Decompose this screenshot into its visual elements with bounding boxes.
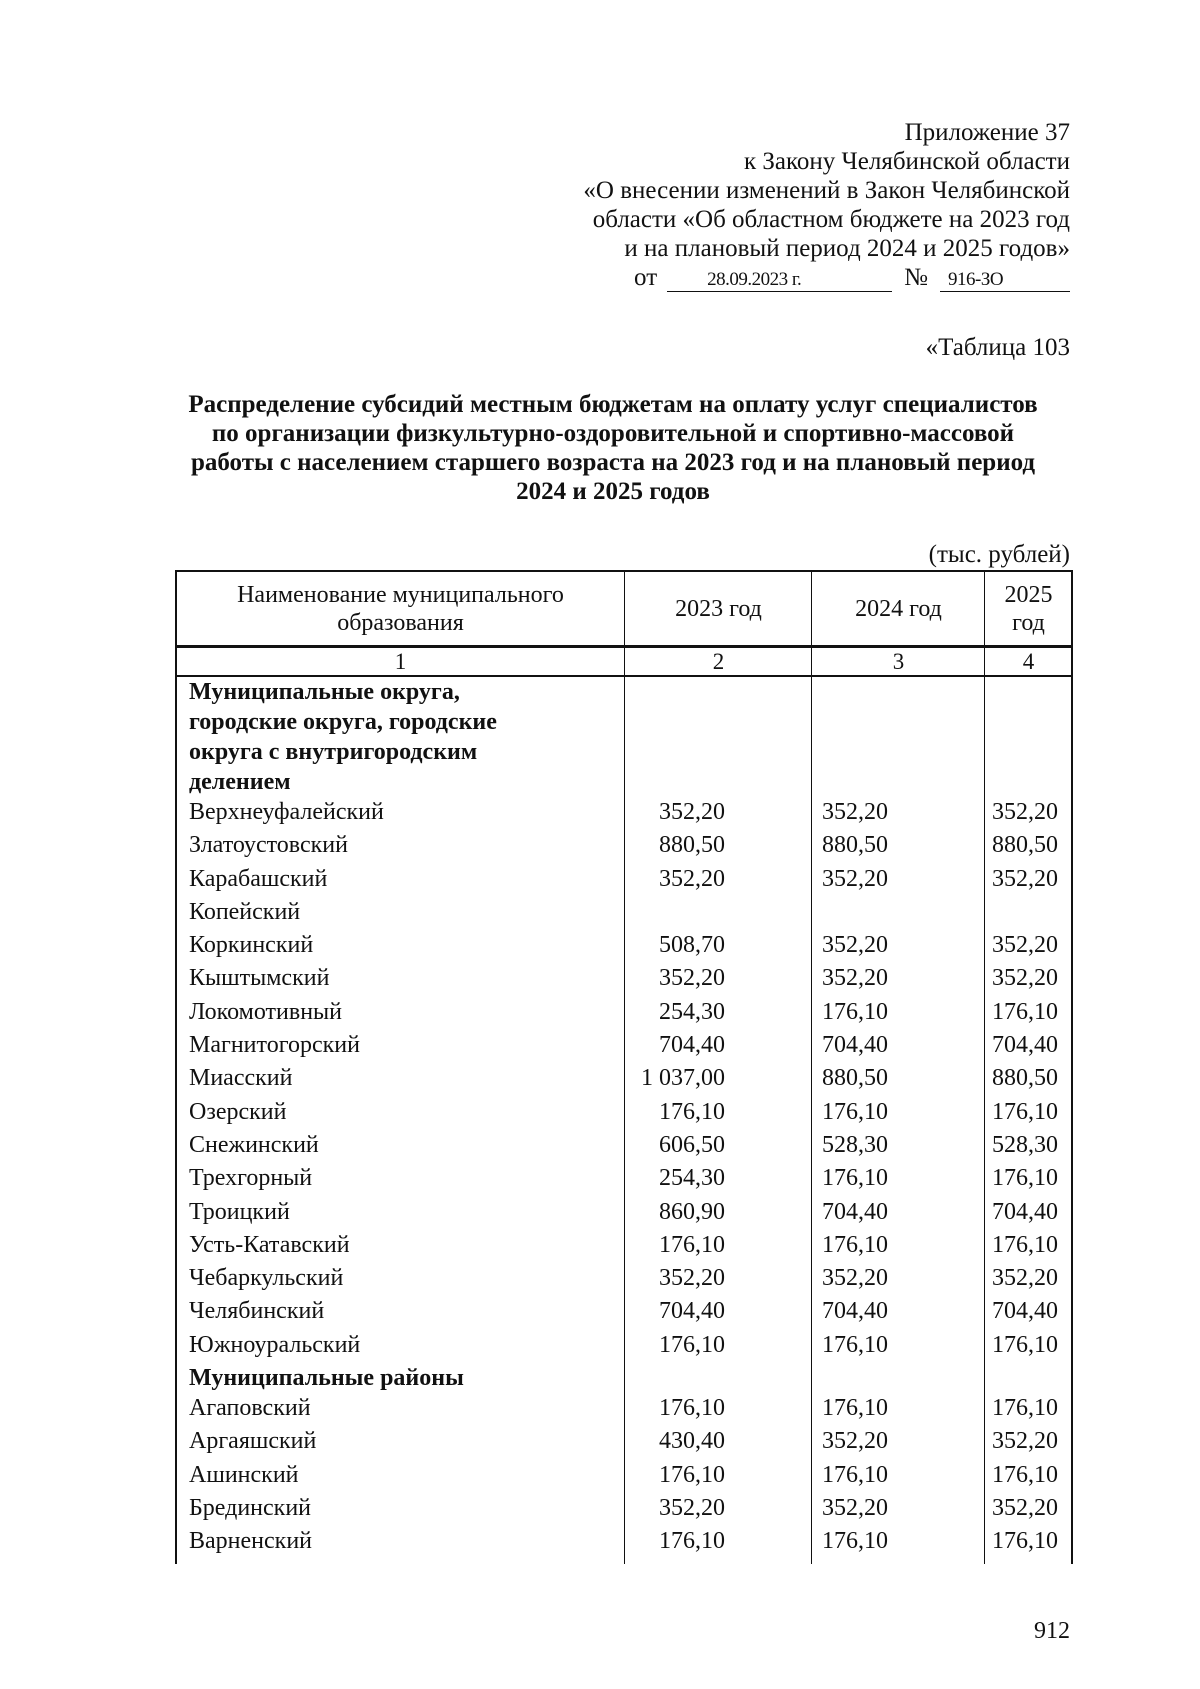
row-name: Ашинский — [189, 1461, 299, 1488]
value-2024: 352,20 — [822, 1265, 888, 1292]
law-number: 916-ЗО — [940, 269, 1070, 292]
value-2024: 352,20 — [822, 965, 888, 992]
table-row — [177, 830, 1071, 863]
value-2024: 352,20 — [822, 932, 888, 959]
header-name: Наименование муниципального образования — [237, 581, 564, 636]
value-2024: 176,10 — [822, 1231, 888, 1258]
row-name: Южноуральский — [189, 1331, 361, 1358]
units-label: (тыс. рублей) — [928, 541, 1070, 568]
table-row — [177, 1460, 1071, 1493]
value-2024: 176,10 — [822, 1395, 888, 1422]
value-2024: 704,40 — [822, 1198, 888, 1225]
table-row — [177, 1263, 1071, 1296]
value-2025: 704,40 — [992, 1032, 1058, 1059]
value-2025: 704,40 — [992, 1198, 1058, 1225]
law-title-line: области «Об областном бюджете на 2023 год — [592, 206, 1070, 233]
table-row — [177, 997, 1071, 1030]
from-label: от — [634, 264, 658, 291]
header-2023: 2023 год — [675, 595, 762, 622]
row-name: Карабашский — [189, 865, 328, 892]
page-title: Распределение субсидий местным бюджетам на оплату услуг специалистов по организации физкультурно-оздоровительной и спортивно-массовой работы с населением старшего возраста на 2023 год и на плановый период 2024 и 2025 годов — [188, 391, 1038, 505]
section-title: Муниципальные районы — [189, 1365, 464, 1392]
row-name: Копейский — [189, 898, 301, 925]
value-2024: 176,10 — [822, 1165, 888, 1192]
value-2023: 606,50 — [659, 1131, 725, 1158]
table-row — [177, 1197, 1071, 1230]
law-reference: к Закону Челябинской области — [744, 148, 1070, 175]
value-2023: 176,10 — [659, 1331, 725, 1358]
value-2023: 352,20 — [659, 799, 725, 825]
law-title-line: и на плановый период 2024 и 2025 годов» — [624, 235, 1070, 262]
header-2024: 2024 год — [855, 595, 942, 622]
column-number: 3 — [892, 648, 905, 674]
table-row — [177, 1526, 1071, 1559]
value-2023: 254,30 — [659, 1165, 725, 1192]
value-2023: 508,70 — [659, 932, 725, 959]
value-2024: 176,10 — [822, 1528, 888, 1555]
table-row — [177, 864, 1071, 897]
value-2024: 352,20 — [822, 799, 888, 825]
table-row — [177, 1097, 1071, 1130]
value-2023: 430,40 — [659, 1428, 725, 1455]
row-name: Чебаркульский — [189, 1265, 344, 1292]
appendix-number: Приложение 37 — [904, 119, 1070, 146]
appendix-header — [583, 118, 1070, 292]
value-2025: 352,20 — [992, 799, 1058, 825]
table-row — [177, 930, 1071, 963]
value-2025: 176,10 — [992, 1231, 1058, 1258]
row-name: Златоустовский — [189, 832, 348, 859]
table-row — [177, 1230, 1071, 1263]
value-2023: 176,10 — [659, 1461, 725, 1488]
value-2025: 176,10 — [992, 998, 1058, 1025]
value-2024: 176,10 — [822, 998, 888, 1025]
column-number: 2 — [712, 648, 725, 674]
value-2025: 176,10 — [992, 1165, 1058, 1192]
value-2025: 880,50 — [992, 1065, 1058, 1092]
table-row — [177, 1130, 1071, 1163]
table-body — [177, 677, 1071, 1560]
value-2023: 176,10 — [659, 1098, 725, 1125]
value-2024: 352,20 — [822, 1494, 888, 1521]
row-name: Варненский — [189, 1528, 312, 1555]
table-row — [177, 1296, 1071, 1329]
table-row — [177, 1493, 1071, 1526]
section-rows — [177, 1393, 1071, 1559]
value-2025: 176,10 — [992, 1331, 1058, 1358]
table-row — [177, 1030, 1071, 1063]
row-name: Брединский — [189, 1494, 312, 1521]
row-name: Локомотивный — [189, 998, 343, 1025]
value-2023: 352,20 — [659, 1265, 725, 1292]
row-name: Агаповский — [189, 1395, 311, 1422]
value-2025: 528,30 — [992, 1131, 1058, 1158]
table-row — [177, 1163, 1071, 1196]
value-2025: 176,10 — [992, 1528, 1058, 1555]
value-2025: 352,20 — [992, 865, 1058, 892]
row-name: Кыштымский — [189, 965, 330, 992]
value-2025: 704,40 — [992, 1298, 1058, 1325]
header-2025: 2025 год — [1004, 581, 1053, 636]
column-number: 4 — [1022, 648, 1035, 674]
table-row — [177, 1330, 1071, 1363]
row-name: Троицкий — [189, 1198, 290, 1225]
subsidy-table — [175, 570, 1073, 1564]
row-name: Магнитогорский — [189, 1032, 360, 1059]
value-2024: 176,10 — [822, 1098, 888, 1125]
value-2023: 1 037,00 — [641, 1065, 725, 1092]
row-name: Усть-Катавский — [189, 1231, 350, 1258]
row-name: Снежинский — [189, 1131, 319, 1158]
section-title: Муниципальные округа, городские округа, городские округа с внутригородским делением — [189, 679, 497, 795]
law-title-line: «О внесении изменений в Закон Челябинской — [583, 177, 1070, 204]
value-2024: 880,50 — [822, 1065, 888, 1092]
value-2024: 704,40 — [822, 1032, 888, 1059]
value-2023: 880,50 — [659, 832, 725, 859]
number-label: № — [904, 264, 928, 291]
row-name: Озерский — [189, 1098, 287, 1125]
value-2023: 176,10 — [659, 1395, 725, 1422]
value-2023: 352,20 — [659, 1494, 725, 1521]
page-number: 912 — [1034, 1618, 1070, 1644]
table-header — [177, 572, 1071, 647]
value-2024: 352,20 — [822, 865, 888, 892]
value-2025: 176,10 — [992, 1098, 1058, 1125]
value-2024: 352,20 — [822, 1428, 888, 1455]
value-2024: 176,10 — [822, 1331, 888, 1358]
value-2025: 352,20 — [992, 1265, 1058, 1292]
row-name: Верхнеуфалейский — [189, 799, 384, 825]
value-2024: 704,40 — [822, 1298, 888, 1325]
column-numbers — [177, 647, 1071, 677]
law-date: 28.09.2023 г. — [667, 269, 892, 292]
value-2025: 352,20 — [992, 1494, 1058, 1521]
row-name: Аргаяшский — [189, 1428, 317, 1455]
value-2023: 860,90 — [659, 1198, 725, 1225]
value-2024: 528,30 — [822, 1131, 888, 1158]
value-2025: 176,10 — [992, 1461, 1058, 1488]
law-date-number — [583, 263, 1070, 292]
value-2025: 880,50 — [992, 832, 1058, 859]
table-row — [177, 963, 1071, 996]
value-2023: 704,40 — [659, 1298, 725, 1325]
row-name: Трехгорный — [189, 1165, 313, 1192]
table-row — [177, 1393, 1071, 1426]
table-row — [177, 897, 1071, 930]
value-2023: 704,40 — [659, 1032, 725, 1059]
row-name: Коркинский — [189, 932, 314, 959]
value-2025: 176,10 — [992, 1395, 1058, 1422]
value-2023: 352,20 — [659, 865, 725, 892]
value-2024: 176,10 — [822, 1461, 888, 1488]
value-2024: 880,50 — [822, 832, 888, 859]
table-row — [177, 1063, 1071, 1096]
value-2023: 176,10 — [659, 1231, 725, 1258]
value-2025: 352,20 — [992, 1428, 1058, 1455]
value-2023: 176,10 — [659, 1528, 725, 1555]
row-name: Челябинский — [189, 1298, 325, 1325]
value-2025: 352,20 — [992, 965, 1058, 992]
value-2023: 352,20 — [659, 965, 725, 992]
table-row — [177, 797, 1071, 830]
value-2025: 352,20 — [992, 932, 1058, 959]
value-2023: 254,30 — [659, 998, 725, 1025]
column-number: 1 — [394, 648, 407, 674]
row-name: Миасский — [189, 1065, 293, 1092]
section-rows — [177, 797, 1071, 1363]
table-row — [177, 1426, 1071, 1459]
table-label: «Таблица 103 — [925, 334, 1070, 361]
